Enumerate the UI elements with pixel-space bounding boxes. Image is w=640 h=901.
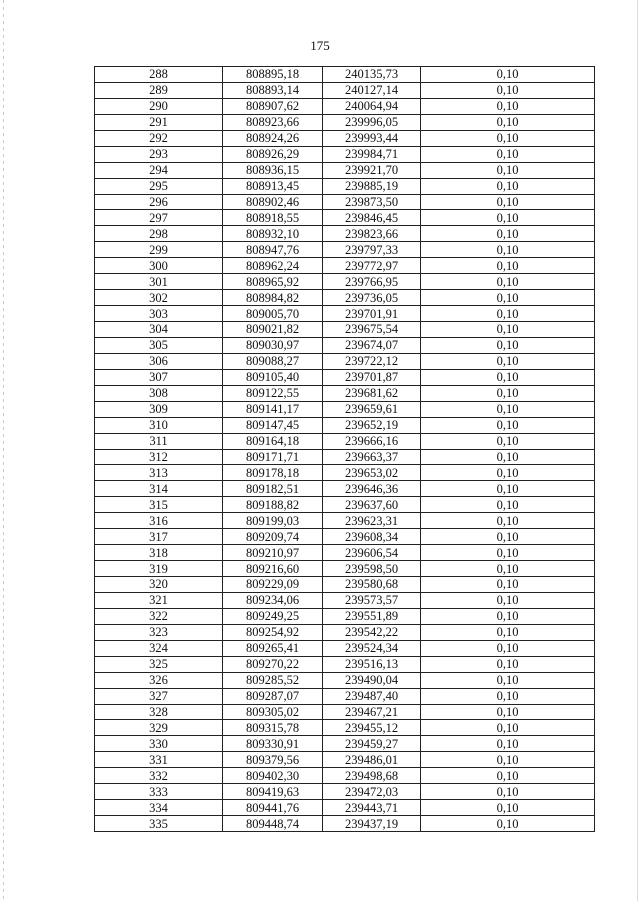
y-coordinate-cell: 239437,19 [323, 816, 421, 832]
error-cell: 0,10 [421, 417, 595, 433]
y-coordinate-cell: 239653,02 [323, 465, 421, 481]
table-row [95, 577, 595, 593]
x-coordinate-cell: 808895,18 [223, 67, 323, 83]
error-cell: 0,10 [421, 369, 595, 385]
y-coordinate-cell: 239846,45 [323, 210, 421, 226]
table-row [95, 194, 595, 210]
error-cell: 0,10 [421, 210, 595, 226]
table-row [95, 672, 595, 688]
x-coordinate-cell: 808965,92 [223, 274, 323, 290]
error-cell: 0,10 [421, 465, 595, 481]
y-coordinate-cell: 239652,19 [323, 417, 421, 433]
point-number-cell: 290 [95, 98, 223, 114]
table-row [95, 433, 595, 449]
error-cell: 0,10 [421, 529, 595, 545]
point-number-cell: 301 [95, 274, 223, 290]
y-coordinate-cell: 239766,95 [323, 274, 421, 290]
x-coordinate-cell: 808936,15 [223, 162, 323, 178]
point-number-cell: 319 [95, 561, 223, 577]
scan-edge-left [3, 0, 4, 901]
page-number: 175 [310, 38, 330, 53]
error-cell: 0,10 [421, 784, 595, 800]
x-coordinate-cell: 809234,06 [223, 592, 323, 608]
error-cell: 0,10 [421, 242, 595, 258]
error-cell: 0,10 [421, 353, 595, 369]
table-row [95, 242, 595, 258]
point-number-cell: 302 [95, 290, 223, 306]
error-cell: 0,10 [421, 497, 595, 513]
y-coordinate-cell: 239823,66 [323, 226, 421, 242]
error-cell: 0,10 [421, 98, 595, 114]
point-number-cell: 294 [95, 162, 223, 178]
point-number-cell: 317 [95, 529, 223, 545]
point-number-cell: 315 [95, 497, 223, 513]
x-coordinate-cell: 809182,51 [223, 481, 323, 497]
x-coordinate-cell: 809164,18 [223, 433, 323, 449]
y-coordinate-cell: 240064,94 [323, 98, 421, 114]
x-coordinate-cell: 808926,29 [223, 146, 323, 162]
error-cell: 0,10 [421, 672, 595, 688]
point-number-cell: 334 [95, 800, 223, 816]
error-cell: 0,10 [421, 592, 595, 608]
point-number-cell: 324 [95, 640, 223, 656]
coordinates-table [94, 66, 595, 832]
error-cell: 0,10 [421, 337, 595, 353]
point-number-cell: 331 [95, 752, 223, 768]
y-coordinate-cell: 239993,44 [323, 130, 421, 146]
table-row [95, 624, 595, 640]
point-number-cell: 323 [95, 624, 223, 640]
table-row [95, 146, 595, 162]
error-cell: 0,10 [421, 178, 595, 194]
y-coordinate-cell: 239467,21 [323, 704, 421, 720]
y-coordinate-cell: 239490,04 [323, 672, 421, 688]
error-cell: 0,10 [421, 624, 595, 640]
error-cell: 0,10 [421, 704, 595, 720]
error-cell: 0,10 [421, 640, 595, 656]
y-coordinate-cell: 239455,12 [323, 720, 421, 736]
x-coordinate-cell: 808923,66 [223, 114, 323, 130]
table-row [95, 449, 595, 465]
x-coordinate-cell: 809441,76 [223, 800, 323, 816]
point-number-cell: 288 [95, 67, 223, 83]
point-number-cell: 333 [95, 784, 223, 800]
x-coordinate-cell: 809330,91 [223, 736, 323, 752]
point-number-cell: 330 [95, 736, 223, 752]
table-row [95, 385, 595, 401]
x-coordinate-cell: 808924,26 [223, 130, 323, 146]
error-cell: 0,10 [421, 385, 595, 401]
y-coordinate-cell: 239659,61 [323, 401, 421, 417]
error-cell: 0,10 [421, 513, 595, 529]
error-cell: 0,10 [421, 577, 595, 593]
x-coordinate-cell: 809141,17 [223, 401, 323, 417]
y-coordinate-cell: 240127,14 [323, 82, 421, 98]
error-cell: 0,10 [421, 306, 595, 322]
table-row [95, 353, 595, 369]
table-row [95, 226, 595, 242]
y-coordinate-cell: 239885,19 [323, 178, 421, 194]
error-cell: 0,10 [421, 258, 595, 274]
x-coordinate-cell: 809216,60 [223, 561, 323, 577]
table-row [95, 369, 595, 385]
x-coordinate-cell: 809265,41 [223, 640, 323, 656]
y-coordinate-cell: 239623,31 [323, 513, 421, 529]
point-number-cell: 313 [95, 465, 223, 481]
x-coordinate-cell: 808962,24 [223, 258, 323, 274]
point-number-cell: 303 [95, 306, 223, 322]
table-row [95, 417, 595, 433]
error-cell: 0,10 [421, 114, 595, 130]
point-number-cell: 327 [95, 688, 223, 704]
x-coordinate-cell: 809171,71 [223, 449, 323, 465]
table-row [95, 401, 595, 417]
x-coordinate-cell: 809249,25 [223, 608, 323, 624]
point-number-cell: 305 [95, 337, 223, 353]
point-number-cell: 320 [95, 577, 223, 593]
x-coordinate-cell: 809270,22 [223, 656, 323, 672]
y-coordinate-cell: 239772,97 [323, 258, 421, 274]
table-row [95, 67, 595, 83]
y-coordinate-cell: 239666,16 [323, 433, 421, 449]
point-number-cell: 296 [95, 194, 223, 210]
error-cell: 0,10 [421, 561, 595, 577]
table-row [95, 784, 595, 800]
y-coordinate-cell: 239524,34 [323, 640, 421, 656]
y-coordinate-cell: 239573,57 [323, 592, 421, 608]
y-coordinate-cell: 239921,70 [323, 162, 421, 178]
error-cell: 0,10 [421, 146, 595, 162]
error-cell: 0,10 [421, 67, 595, 83]
x-coordinate-cell: 809005,70 [223, 306, 323, 322]
x-coordinate-cell: 808918,55 [223, 210, 323, 226]
point-number-cell: 298 [95, 226, 223, 242]
table-row [95, 162, 595, 178]
table-row [95, 608, 595, 624]
x-coordinate-cell: 808902,46 [223, 194, 323, 210]
x-coordinate-cell: 809210,97 [223, 545, 323, 561]
point-number-cell: 306 [95, 353, 223, 369]
point-number-cell: 295 [95, 178, 223, 194]
scan-edge-right [637, 0, 638, 901]
point-number-cell: 292 [95, 130, 223, 146]
table-row [95, 752, 595, 768]
point-number-cell: 325 [95, 656, 223, 672]
coordinates-table-body [95, 67, 595, 832]
table-row [95, 592, 595, 608]
point-number-cell: 318 [95, 545, 223, 561]
x-coordinate-cell: 809229,09 [223, 577, 323, 593]
x-coordinate-cell: 809209,74 [223, 529, 323, 545]
error-cell: 0,10 [421, 608, 595, 624]
y-coordinate-cell: 239606,54 [323, 545, 421, 561]
table-row [95, 640, 595, 656]
table-row [95, 545, 595, 561]
y-coordinate-cell: 239487,40 [323, 688, 421, 704]
point-number-cell: 322 [95, 608, 223, 624]
y-coordinate-cell: 239551,89 [323, 608, 421, 624]
error-cell: 0,10 [421, 656, 595, 672]
error-cell: 0,10 [421, 752, 595, 768]
table-row [95, 290, 595, 306]
table-row [95, 481, 595, 497]
error-cell: 0,10 [421, 449, 595, 465]
table-row [95, 178, 595, 194]
table-row [95, 561, 595, 577]
error-cell: 0,10 [421, 816, 595, 832]
error-cell: 0,10 [421, 720, 595, 736]
error-cell: 0,10 [421, 82, 595, 98]
x-coordinate-cell: 809178,18 [223, 465, 323, 481]
error-cell: 0,10 [421, 274, 595, 290]
point-number-cell: 289 [95, 82, 223, 98]
table-row [95, 704, 595, 720]
x-coordinate-cell: 809379,56 [223, 752, 323, 768]
table-row [95, 98, 595, 114]
y-coordinate-cell: 239701,91 [323, 306, 421, 322]
point-number-cell: 307 [95, 369, 223, 385]
y-coordinate-cell: 239498,68 [323, 768, 421, 784]
x-coordinate-cell: 808932,10 [223, 226, 323, 242]
y-coordinate-cell: 239675,54 [323, 322, 421, 338]
table-row [95, 816, 595, 832]
x-coordinate-cell: 809254,92 [223, 624, 323, 640]
point-number-cell: 293 [95, 146, 223, 162]
y-coordinate-cell: 239722,12 [323, 353, 421, 369]
point-number-cell: 310 [95, 417, 223, 433]
table-row [95, 768, 595, 784]
table-row [95, 337, 595, 353]
point-number-cell: 299 [95, 242, 223, 258]
x-coordinate-cell: 809188,82 [223, 497, 323, 513]
table-row [95, 656, 595, 672]
point-number-cell: 312 [95, 449, 223, 465]
error-cell: 0,10 [421, 194, 595, 210]
y-coordinate-cell: 239996,05 [323, 114, 421, 130]
table-row [95, 497, 595, 513]
table-row [95, 720, 595, 736]
error-cell: 0,10 [421, 688, 595, 704]
table-row [95, 513, 595, 529]
y-coordinate-cell: 239646,36 [323, 481, 421, 497]
table-row [95, 688, 595, 704]
y-coordinate-cell: 239736,05 [323, 290, 421, 306]
x-coordinate-cell: 809287,07 [223, 688, 323, 704]
x-coordinate-cell: 809448,74 [223, 816, 323, 832]
y-coordinate-cell: 239984,71 [323, 146, 421, 162]
x-coordinate-cell: 808913,45 [223, 178, 323, 194]
x-coordinate-cell: 808984,82 [223, 290, 323, 306]
x-coordinate-cell: 809305,02 [223, 704, 323, 720]
error-cell: 0,10 [421, 545, 595, 561]
x-coordinate-cell: 809285,52 [223, 672, 323, 688]
point-number-cell: 308 [95, 385, 223, 401]
point-number-cell: 329 [95, 720, 223, 736]
error-cell: 0,10 [421, 433, 595, 449]
y-coordinate-cell: 239443,71 [323, 800, 421, 816]
y-coordinate-cell: 239873,50 [323, 194, 421, 210]
x-coordinate-cell: 809122,55 [223, 385, 323, 401]
point-number-cell: 314 [95, 481, 223, 497]
error-cell: 0,10 [421, 401, 595, 417]
x-coordinate-cell: 809088,27 [223, 353, 323, 369]
table-row [95, 800, 595, 816]
error-cell: 0,10 [421, 290, 595, 306]
error-cell: 0,10 [421, 226, 595, 242]
point-number-cell: 335 [95, 816, 223, 832]
table-row [95, 529, 595, 545]
x-coordinate-cell: 809199,03 [223, 513, 323, 529]
point-number-cell: 309 [95, 401, 223, 417]
x-coordinate-cell: 808893,14 [223, 82, 323, 98]
table-row [95, 114, 595, 130]
error-cell: 0,10 [421, 322, 595, 338]
y-coordinate-cell: 239472,03 [323, 784, 421, 800]
x-coordinate-cell: 809021,82 [223, 322, 323, 338]
y-coordinate-cell: 239516,13 [323, 656, 421, 672]
point-number-cell: 316 [95, 513, 223, 529]
table-row [95, 274, 595, 290]
table-row [95, 736, 595, 752]
point-number-cell: 332 [95, 768, 223, 784]
y-coordinate-cell: 239637,60 [323, 497, 421, 513]
y-coordinate-cell: 239701,87 [323, 369, 421, 385]
table-row [95, 258, 595, 274]
point-number-cell: 297 [95, 210, 223, 226]
x-coordinate-cell: 809105,40 [223, 369, 323, 385]
x-coordinate-cell: 809147,45 [223, 417, 323, 433]
y-coordinate-cell: 240135,73 [323, 67, 421, 83]
point-number-cell: 326 [95, 672, 223, 688]
point-number-cell: 304 [95, 322, 223, 338]
x-coordinate-cell: 809419,63 [223, 784, 323, 800]
table-row [95, 465, 595, 481]
y-coordinate-cell: 239598,50 [323, 561, 421, 577]
table-row [95, 210, 595, 226]
y-coordinate-cell: 239459,27 [323, 736, 421, 752]
table-row [95, 130, 595, 146]
point-number-cell: 291 [95, 114, 223, 130]
error-cell: 0,10 [421, 800, 595, 816]
table-row [95, 306, 595, 322]
y-coordinate-cell: 239797,33 [323, 242, 421, 258]
point-number-cell: 321 [95, 592, 223, 608]
x-coordinate-cell: 808907,62 [223, 98, 323, 114]
y-coordinate-cell: 239580,68 [323, 577, 421, 593]
error-cell: 0,10 [421, 768, 595, 784]
x-coordinate-cell: 809030,97 [223, 337, 323, 353]
x-coordinate-cell: 809402,30 [223, 768, 323, 784]
table-row [95, 322, 595, 338]
y-coordinate-cell: 239608,34 [323, 529, 421, 545]
error-cell: 0,10 [421, 162, 595, 178]
point-number-cell: 311 [95, 433, 223, 449]
point-number-cell: 300 [95, 258, 223, 274]
y-coordinate-cell: 239681,62 [323, 385, 421, 401]
x-coordinate-cell: 809315,78 [223, 720, 323, 736]
y-coordinate-cell: 239663,37 [323, 449, 421, 465]
y-coordinate-cell: 239486,01 [323, 752, 421, 768]
error-cell: 0,10 [421, 736, 595, 752]
error-cell: 0,10 [421, 481, 595, 497]
table-row [95, 82, 595, 98]
x-coordinate-cell: 808947,76 [223, 242, 323, 258]
point-number-cell: 328 [95, 704, 223, 720]
y-coordinate-cell: 239674,07 [323, 337, 421, 353]
error-cell: 0,10 [421, 130, 595, 146]
y-coordinate-cell: 239542,22 [323, 624, 421, 640]
